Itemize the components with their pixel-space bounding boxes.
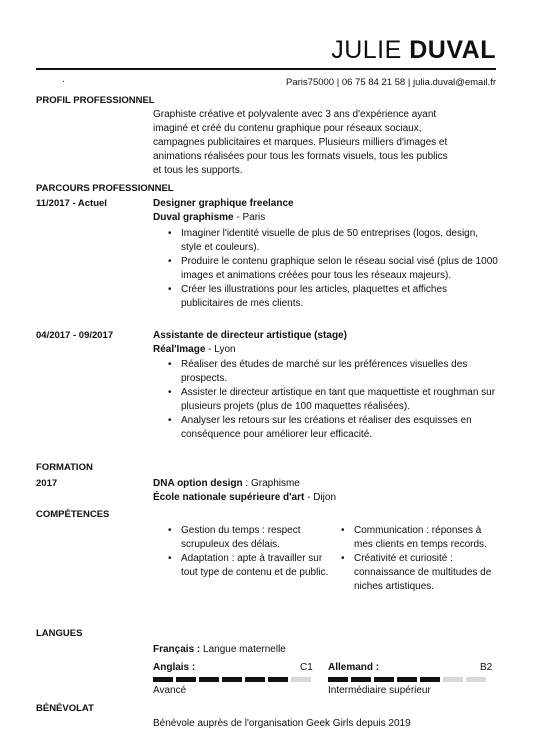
level-segment <box>374 677 394 682</box>
job-dates: 11/2017 - Actuel <box>36 198 107 209</box>
profile-text <box>153 108 503 178</box>
list-item: • Analyser les retours sur les créations et réaliser des esquisses en conséquence pour améliorer leur efficacité. <box>166 414 501 442</box>
skills-left-column <box>166 524 331 580</box>
section-experience-heading: PARCOURS PROFESSIONNEL <box>36 183 174 194</box>
level-segment <box>222 677 242 682</box>
section-volunteer-heading: BÉNÉVOLAT <box>36 703 94 714</box>
section-skills-heading: COMPÉTENCES <box>36 509 110 520</box>
contact-line: Paris75000 | 06 75 84 21 58 | julia.duval@email.fr <box>286 77 496 88</box>
list-item: • Assister le directeur artistique en tant que maquettiste et roughman sur plusieurs projets (plus de 100 maquettes réalisées). <box>166 386 501 414</box>
level-segment <box>199 677 219 682</box>
list-item: • Réaliser des études de marché sur les préférences visuelles des prospects. <box>166 358 501 386</box>
skills-right-column <box>339 524 499 594</box>
level-segment <box>268 677 288 682</box>
job-location: - Paris <box>233 212 266 223</box>
job-title: Assistante de directeur artistique (stage) <box>153 330 347 341</box>
education-school: École nationale supérieure d'art <box>153 492 305 503</box>
language-native-value: Langue maternelle <box>200 644 286 655</box>
language-level-bar <box>153 677 311 682</box>
level-segment <box>328 677 348 682</box>
job-company-line <box>153 343 236 357</box>
level-segment <box>466 677 486 682</box>
language-native-label: Français : <box>153 644 201 655</box>
list-item: • Produire le contenu graphique selon le réseau social visé (plus de 1000 images et animations créées pour tous les réseaux majeurs). <box>166 255 501 283</box>
level-segment <box>443 677 463 682</box>
candidate-name <box>331 36 496 65</box>
profile-line: campagnes publicitaires et marques. Plusieurs milliers d'images et <box>153 137 448 148</box>
job-company-line <box>153 211 265 225</box>
education-degree-line <box>153 477 300 491</box>
job-bullets <box>166 358 501 442</box>
list-item: • Communication : réponses à mes clients en temps records. <box>339 524 499 552</box>
list-item: • Créer les illustrations pour les articles, plaquettes et affiches publicitaires de mes clients. <box>166 283 501 311</box>
language-name: Anglais : <box>153 662 196 673</box>
first-name: JULIE <box>331 36 402 64</box>
job-bullets <box>166 227 501 311</box>
education-school-line <box>153 491 336 505</box>
language-native <box>153 643 286 657</box>
profile-line: imaginé et créé du contenu graphique pour réseaux sociaux, <box>153 123 422 134</box>
level-segment <box>291 677 311 682</box>
language-description: Avancé <box>153 685 187 696</box>
header-rule <box>36 68 496 70</box>
language-level-bar <box>328 677 486 682</box>
level-segment <box>397 677 417 682</box>
language-name: Allemand : <box>328 662 380 673</box>
education-degree-detail: : Graphisme <box>242 478 300 489</box>
level-segment <box>420 677 440 682</box>
section-profile-heading: PROFIL PROFESSIONNEL <box>36 95 155 106</box>
level-segment <box>153 677 173 682</box>
volunteer-text: Bénévole auprès de l'organisation Geek Girls depuis 2019 <box>153 718 411 729</box>
language-level: C1 <box>300 662 313 673</box>
level-segment <box>245 677 265 682</box>
language-description: Intermédiaire supérieur <box>328 685 431 696</box>
level-segment <box>351 677 371 682</box>
list-item: • Imaginer l'identité visuelle de plus de 50 entreprises (logos, design, style et couleurs). <box>166 227 501 255</box>
profile-line: Graphiste créative et polyvalente avec 3 ans d'expérience ayant <box>153 109 437 120</box>
last-name: DUVAL <box>409 36 496 64</box>
profile-line: et tous les supports. <box>153 165 243 176</box>
language-level: B2 <box>480 662 493 673</box>
profile-line: animations réalisées pour tous les formats visuels, tous les publics <box>153 151 448 162</box>
job-company: Réal'Image <box>153 344 206 355</box>
list-item: • Gestion du temps : respect scrupuleux des délais. <box>166 524 331 552</box>
level-segment <box>176 677 196 682</box>
section-education-heading: FORMATION <box>36 462 93 473</box>
job-company: Duval graphisme <box>153 212 234 223</box>
job-location: - Lyon <box>205 344 236 355</box>
list-item: • Créativité et curiosité : connaissance de multitudes de niches artistiques. <box>339 552 499 594</box>
job-title: Designer graphique freelance <box>153 198 294 209</box>
job-dates: 04/2017 - 09/2017 <box>36 330 114 341</box>
education-degree: DNA option design <box>153 478 243 489</box>
education-school-city: - Dijon <box>304 492 337 503</box>
section-languages-heading: LANGUES <box>36 628 83 639</box>
header-dot: . <box>62 74 65 85</box>
education-year: 2017 <box>36 478 58 489</box>
list-item: • Adaptation : apte à travailler sur tout type de contenu et de public. <box>166 552 331 580</box>
